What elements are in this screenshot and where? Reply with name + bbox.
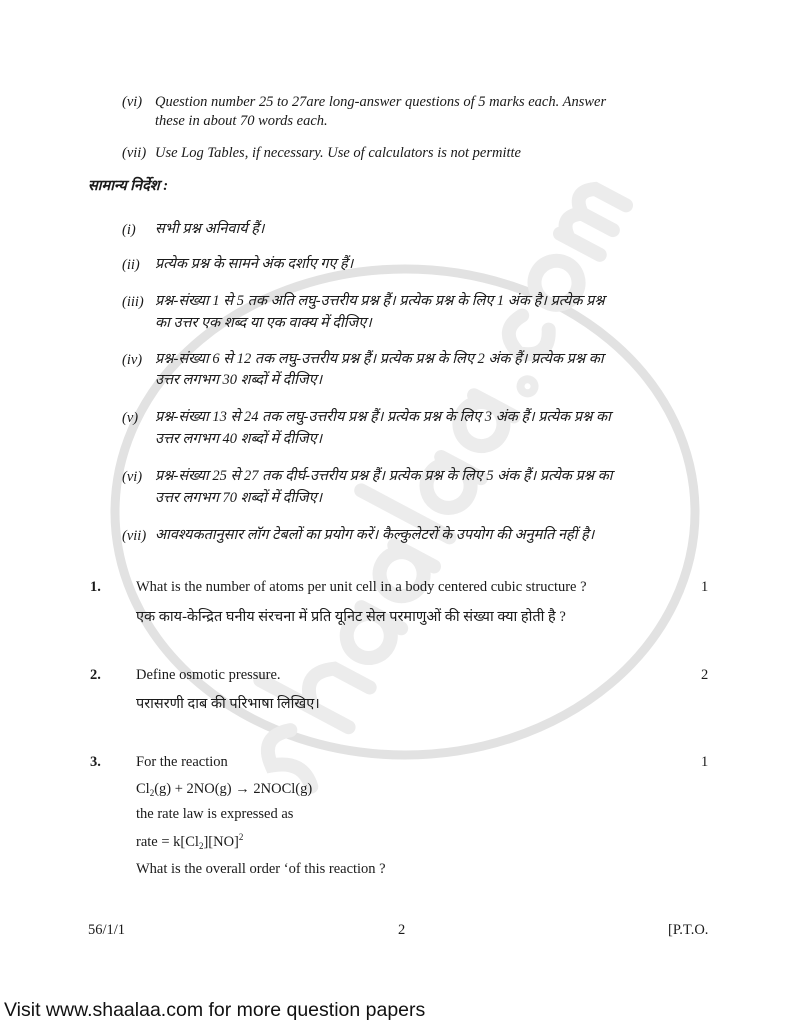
question-marks: 1 — [701, 754, 709, 770]
promo-banner — [0, 993, 800, 1035]
promo-text[interactable]: Visit www.shaalaa.com for more question papers — [4, 999, 426, 1021]
instr-num: (vi) — [122, 469, 143, 485]
instr-line: प्रश्न-संख्या 6 से 12 तक लघु-उत्तरीय प्रश्न हैं। प्रत्येक प्रश्न के लिए 2 अंक हैं। प्रत्येक प्रश्न का — [155, 351, 604, 367]
question-number: 3. — [90, 754, 101, 770]
pto-label: [P.T.O. — [668, 922, 709, 938]
instr-line: प्रत्येक प्रश्न के सामने अंक दर्शाए गए हैं। — [155, 256, 354, 272]
instr-num: (ii) — [122, 257, 140, 273]
question-text-english: Define osmotic pressure. — [136, 667, 281, 683]
question-number: 2. — [90, 667, 101, 683]
rate-law: rate = $k[Cl_2][NO]^2$ — [136, 832, 244, 851]
instr-line: आवश्यकतानुसार लॉग टेबलों का प्रयोग करें। कैल्कुलेटरों के उपयोग की अनुमति नहीं है। — [155, 527, 595, 543]
instr-num: (iv) — [122, 352, 143, 368]
question-marks: 1 — [701, 579, 709, 595]
instr-num: (vii) — [122, 145, 147, 161]
instr-num: (vi) — [122, 94, 143, 110]
instr-num: (v) — [122, 410, 139, 426]
instr-line: प्रश्न-संख्या 1 से 5 तक अति लघु-उत्तरीय प्रश्न हैं। प्रत्येक प्रश्न के लिए 1 अंक है। प्रत्येक प्रश्न — [155, 293, 605, 309]
hindi-heading: सामान्य निर्देश : — [88, 178, 169, 194]
paper-code: 56/1/1 — [88, 922, 126, 938]
instr-line: these in about 70 words each. — [155, 113, 328, 129]
question-number: 1. — [90, 579, 101, 595]
instr-line: उत्तर लगभग 30 शब्दों में दीजिए। — [155, 372, 323, 388]
instr-num: (vii) — [122, 528, 147, 544]
instr-num: (iii) — [122, 294, 144, 310]
instr-num: (i) — [122, 222, 136, 238]
question-text-hindi: एक काय-केन्द्रित घनीय संरचना में प्रति यूनिट सेल परमाणुओं की संख्या क्या होती है ? — [136, 609, 566, 625]
question-text: What is the overall order ‘of this reaction ? — [136, 861, 386, 877]
question-text-english: What is the number of atoms per unit cell in a body centered cubic structure ? — [136, 579, 587, 595]
page-number: 2 — [398, 922, 406, 938]
question-text-hindi: परासरणी दाब की परिभाषा लिखिए। — [136, 696, 320, 712]
question-text: the rate law is expressed as — [136, 806, 294, 822]
instr-line: का उत्तर एक शब्द या एक वाक्य में दीजिए। — [155, 315, 372, 331]
instr-line: Use Log Tables, if necessary. Use of calculators is not permitte — [155, 145, 521, 161]
reaction-equation: $Cl_2(g) + 2NO(g)$ → 2NOCl(g) — [136, 781, 313, 798]
question-text: For the reaction — [136, 754, 228, 770]
question-marks: 2 — [701, 667, 709, 683]
instr-line: प्रश्न-संख्या 25 से 27 तक दीर्घ-उत्तरीय प्रश्न हैं। प्रत्येक प्रश्न के लिए 5 अंक हैं। प्रत्येक प्रश्न का — [155, 468, 613, 484]
instr-line: Question number 25 to 27are long-answer questions of 5 marks each. Answer — [155, 94, 607, 110]
instr-line: उत्तर लगभग 40 शब्दों में दीजिए। — [155, 431, 323, 447]
instr-line: प्रश्न-संख्या 13 से 24 तक लघु-उत्तरीय प्रश्न हैं। प्रत्येक प्रश्न के लिए 3 अंक हैं। प्रत्येक प्रश्न का — [155, 409, 611, 425]
instr-line: उत्तर लगभग 70 शब्दों में दीजिए। — [155, 490, 323, 506]
instr-line: सभी प्रश्न अनिवार्य हैं। — [155, 221, 265, 237]
